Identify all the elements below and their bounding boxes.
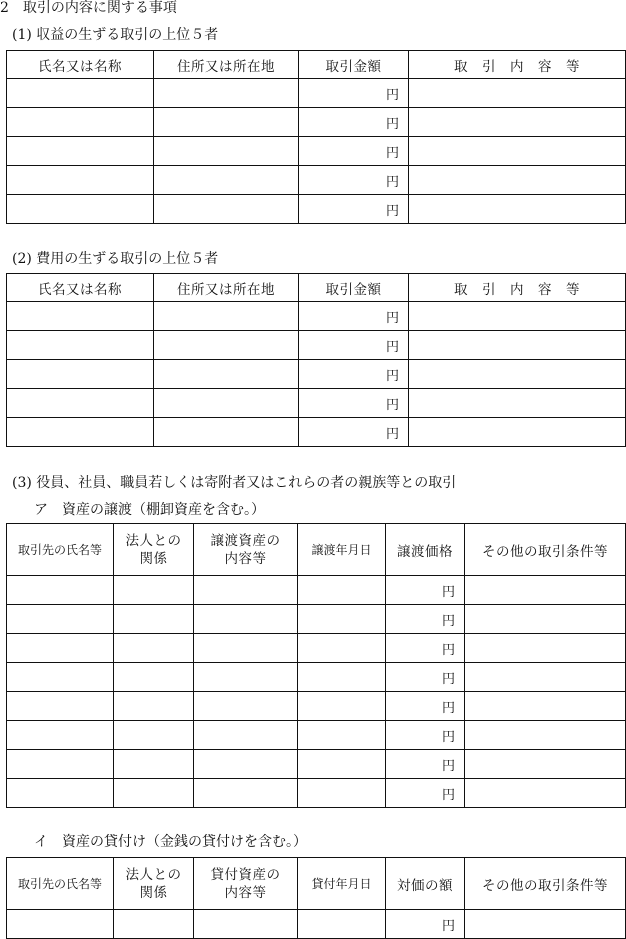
counterparty-cell[interactable] [7, 663, 114, 692]
amount-cell[interactable]: 円 [299, 418, 409, 447]
asset-cell[interactable] [194, 605, 298, 634]
asset-cell[interactable] [194, 779, 298, 808]
price-cell[interactable]: 円 [386, 721, 465, 750]
asset-cell[interactable] [194, 692, 298, 721]
amount-cell[interactable]: 円 [299, 108, 409, 137]
col-header-counterparty: 取引先の氏名等 [7, 858, 114, 910]
price-cell[interactable]: 円 [386, 576, 465, 605]
counterparty-cell[interactable] [7, 634, 114, 663]
conditions-cell[interactable] [465, 634, 626, 663]
table-row [7, 331, 626, 360]
price-cell[interactable]: 円 [386, 634, 465, 663]
table-header-row [7, 274, 626, 302]
amount-cell[interactable]: 円 [299, 137, 409, 166]
price-cell[interactable]: 円 [386, 750, 465, 779]
table-row [7, 418, 626, 447]
name-cell[interactable] [7, 302, 154, 331]
table-row [7, 634, 626, 663]
relation-cell[interactable] [114, 910, 194, 939]
relation-cell[interactable] [114, 779, 194, 808]
conditions-cell[interactable] [465, 910, 626, 939]
part1-title: (1) 収益の生ずる取引の上位５者 [12, 27, 219, 43]
part2-title: (2) 費用の生ずる取引の上位５者 [12, 251, 219, 267]
part3i-title: イ 資産の貸付け（金銭の貸付けを含む。） [34, 834, 307, 850]
table-row [7, 692, 626, 721]
col-header-name: 氏名又は名称 [7, 274, 154, 302]
table-row [7, 910, 626, 939]
amount-cell[interactable]: 円 [299, 302, 409, 331]
details-cell[interactable] [409, 360, 626, 389]
address-cell[interactable] [154, 302, 299, 331]
date-cell[interactable] [298, 663, 386, 692]
col-header-details: 取 引 内 容 等 [409, 274, 626, 302]
counterparty-cell[interactable] [7, 750, 114, 779]
price-cell[interactable]: 円 [386, 779, 465, 808]
relation-cell[interactable] [114, 576, 194, 605]
date-cell[interactable] [298, 634, 386, 663]
details-cell[interactable] [409, 389, 626, 418]
col-header-price: 譲渡価格 [386, 524, 465, 576]
asset-cell[interactable] [194, 910, 298, 939]
col-header-amount: 取引金額 [299, 274, 409, 302]
col-header-name: 氏名又は名称 [7, 51, 154, 79]
part3-title: (3) 役員、社員、職員若しくは寄附者又はこれらの者の親族等との取引 [12, 475, 457, 491]
counterparty-cell[interactable] [7, 721, 114, 750]
consideration-cell[interactable]: 円 [386, 910, 465, 939]
counterparty-cell[interactable] [7, 692, 114, 721]
name-cell[interactable] [7, 331, 154, 360]
table-row [7, 750, 626, 779]
asset-cell[interactable] [194, 721, 298, 750]
col-header-date: 譲渡年月日 [298, 524, 386, 576]
conditions-cell[interactable] [465, 721, 626, 750]
section-title: 2 取引の内容に関する事項 [0, 0, 177, 16]
price-cell[interactable]: 円 [386, 692, 465, 721]
table-row [7, 605, 626, 634]
asset-lease-table [6, 857, 626, 939]
address-cell[interactable] [154, 331, 299, 360]
address-cell[interactable] [154, 360, 299, 389]
table-row [7, 108, 626, 137]
name-cell[interactable] [7, 108, 154, 137]
asset-transfer-table [6, 523, 626, 808]
asset-cell[interactable] [194, 576, 298, 605]
col-header-address: 住所又は所在地 [154, 51, 299, 79]
name-cell[interactable] [7, 195, 154, 224]
conditions-cell[interactable] [465, 576, 626, 605]
details-cell[interactable] [409, 108, 626, 137]
asset-cell[interactable] [194, 634, 298, 663]
col-header-conditions: その他の取引条件等 [465, 524, 626, 576]
name-cell[interactable] [7, 137, 154, 166]
asset-cell[interactable] [194, 663, 298, 692]
table-header-row [7, 858, 626, 910]
address-cell[interactable] [154, 166, 299, 195]
name-cell[interactable] [7, 166, 154, 195]
conditions-cell[interactable] [465, 692, 626, 721]
counterparty-cell[interactable] [7, 605, 114, 634]
amount-cell[interactable]: 円 [299, 195, 409, 224]
conditions-cell[interactable] [465, 779, 626, 808]
conditions-cell[interactable] [465, 750, 626, 779]
table-row [7, 195, 626, 224]
table-row [7, 137, 626, 166]
details-cell[interactable] [409, 331, 626, 360]
col-header-conditions: その他の取引条件等 [465, 858, 626, 910]
date-cell[interactable] [298, 605, 386, 634]
col-header-relation: 法人との関係 [114, 858, 194, 910]
col-header-asset: 譲渡資産の内容等 [194, 524, 298, 576]
address-cell[interactable] [154, 418, 299, 447]
address-cell[interactable] [154, 195, 299, 224]
date-cell[interactable] [298, 576, 386, 605]
col-header-address: 住所又は所在地 [154, 274, 299, 302]
details-cell[interactable] [409, 79, 626, 108]
revenue-table [6, 50, 626, 224]
relation-cell[interactable] [114, 634, 194, 663]
relation-cell[interactable] [114, 663, 194, 692]
amount-cell[interactable]: 円 [299, 360, 409, 389]
expense-table [6, 273, 626, 447]
name-cell[interactable] [7, 79, 154, 108]
table-row [7, 663, 626, 692]
address-cell[interactable] [154, 108, 299, 137]
amount-cell[interactable]: 円 [299, 166, 409, 195]
table-row [7, 79, 626, 108]
table-row [7, 576, 626, 605]
date-cell[interactable] [298, 779, 386, 808]
counterparty-cell[interactable] [7, 576, 114, 605]
table-row [7, 389, 626, 418]
price-cell[interactable]: 円 [386, 663, 465, 692]
relation-cell[interactable] [114, 605, 194, 634]
table-row [7, 360, 626, 389]
col-header-amount: 取引金額 [299, 51, 409, 79]
address-cell[interactable] [154, 389, 299, 418]
col-header-asset: 貸付資産の内容等 [194, 858, 298, 910]
table-header-row [7, 524, 626, 576]
address-cell[interactable] [154, 137, 299, 166]
amount-cell[interactable]: 円 [299, 389, 409, 418]
date-cell[interactable] [298, 721, 386, 750]
relation-cell[interactable] [114, 750, 194, 779]
table-row [7, 779, 626, 808]
asset-cell[interactable] [194, 750, 298, 779]
address-cell[interactable] [154, 79, 299, 108]
col-header-consideration: 対価の額 [386, 858, 465, 910]
name-cell[interactable] [7, 389, 154, 418]
col-header-counterparty: 取引先の氏名等 [7, 524, 114, 576]
amount-cell[interactable]: 円 [299, 79, 409, 108]
relation-cell[interactable] [114, 692, 194, 721]
table-row [7, 166, 626, 195]
date-cell[interactable] [298, 750, 386, 779]
table-row [7, 721, 626, 750]
conditions-cell[interactable] [465, 605, 626, 634]
relation-cell[interactable] [114, 721, 194, 750]
counterparty-cell[interactable] [7, 779, 114, 808]
details-cell[interactable] [409, 137, 626, 166]
col-header-relation: 法人との関係 [114, 524, 194, 576]
price-cell[interactable]: 円 [386, 605, 465, 634]
details-cell[interactable] [409, 302, 626, 331]
col-header-details: 取 引 内 容 等 [409, 51, 626, 79]
conditions-cell[interactable] [465, 663, 626, 692]
details-cell[interactable] [409, 166, 626, 195]
name-cell[interactable] [7, 360, 154, 389]
details-cell[interactable] [409, 418, 626, 447]
part3a-title: ア 資産の譲渡（棚卸資産を含む。） [34, 502, 265, 518]
amount-cell[interactable]: 円 [299, 331, 409, 360]
date-cell[interactable] [298, 692, 386, 721]
table-header-row [7, 51, 626, 79]
counterparty-cell[interactable] [7, 910, 114, 939]
date-cell[interactable] [298, 910, 386, 939]
details-cell[interactable] [409, 195, 626, 224]
table-row [7, 302, 626, 331]
name-cell[interactable] [7, 418, 154, 447]
col-header-date: 貸付年月日 [298, 858, 386, 910]
